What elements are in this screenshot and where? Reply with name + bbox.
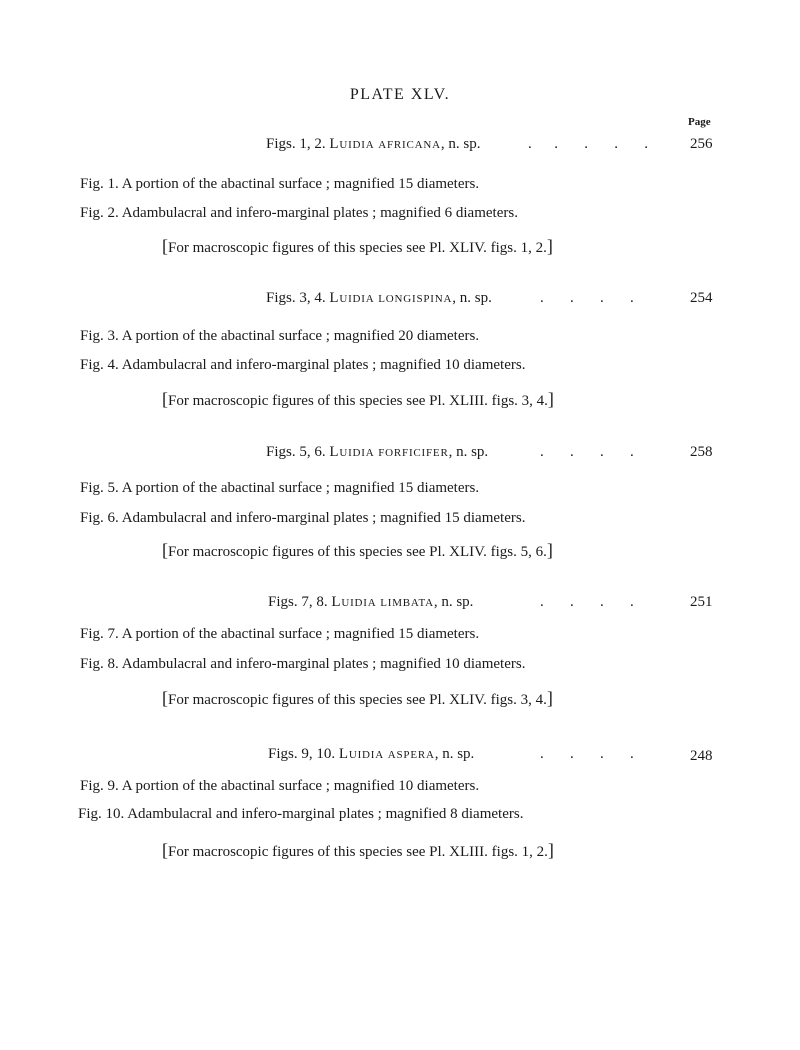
species-suffix: , n. sp. [440,136,481,152]
figure-text: Adambulacral and infero-marginal plates ; magnified 10 diameters. [121,656,526,672]
figure-number: Fig. 6. [80,510,119,526]
reference-text: For macroscopic figures of this species see Pl. XLIII. figs. 3, 4. [168,393,548,409]
genus-name: Luidia [338,746,384,762]
figs-label: Figs. 7, 8. [268,594,328,610]
figure-text: A portion of the abactinal surface ; magnified 20 diameters. [121,328,480,344]
species-suffix: , n. sp. [448,444,489,460]
figure-caption [80,480,479,497]
figure-caption [78,806,523,823]
leader-dots: . . . . [540,444,634,460]
figure-caption [80,656,525,673]
figure-caption [80,626,479,643]
figure-number: Fig. 4. [80,357,119,373]
macroscopic-reference: [For macroscopic figures of this species see Pl. XLIV. figs. 1, 2.] [162,236,553,256]
figure-text: Adambulacral and infero-marginal plates ; magnified 6 diameters. [121,205,518,221]
species-name: limbata [380,594,434,610]
macroscopic-reference: [For macroscopic figures of this species see Pl. XLIV. figs. 5, 6.] [162,540,553,560]
section-heading [268,594,473,611]
section-heading [268,746,474,763]
figure-text: Adambulacral and infero-marginal plates ; magnified 10 diameters. [121,357,526,373]
leader-dots: . . . . [540,594,634,610]
figure-text: A portion of the abactinal surface ; magnified 15 diameters. [121,480,480,496]
figure-caption [80,778,479,795]
genus-name: Luidia [329,290,375,306]
plate-title: PLATE XLV. [349,86,451,103]
figure-text: Adambulacral and infero-marginal plates ; magnified 15 diameters. [121,510,526,526]
page-number: 248 [690,748,713,764]
section-heading [266,444,488,461]
species-suffix: , n. sp. [452,290,492,306]
figure-caption [80,510,525,527]
leader-dots: . . . . . [528,136,648,152]
reference-text: For macroscopic figures of this species see Pl. XLIV. figs. 5, 6. [168,544,547,560]
figure-caption [80,357,525,374]
species-name: aspera [387,746,435,762]
species-suffix: , n. sp. [434,746,475,762]
species-name: longispina [378,290,453,306]
figure-number: Fig. 2. [80,205,119,221]
figs-label: Figs. 5, 6. [266,444,326,460]
figure-number: Fig. 10. [78,806,125,822]
figure-text: A portion of the abactinal surface ; magnified 10 diameters. [121,778,480,794]
reference-text: For macroscopic figures of this species see Pl. XLIV. figs. 1, 2. [168,240,547,256]
genus-name: Luidia [329,136,375,152]
section-heading [266,136,480,153]
figure-caption [80,205,518,222]
figure-text: Adambulacral and infero-marginal plates ; magnified 8 diameters. [127,806,524,822]
figure-number: Fig. 1. [80,176,119,192]
genus-name: Luidia [329,444,375,460]
figs-label: Figs. 3, 4. [266,290,326,306]
macroscopic-reference: [For macroscopic figures of this species see Pl. XLIII. figs. 1, 2.] [162,840,554,860]
reference-text: For macroscopic figures of this species see Pl. XLIV. figs. 3, 4. [168,692,547,708]
figure-number: Fig. 9. [80,778,119,794]
macroscopic-reference: [For macroscopic figures of this species see Pl. XLIII. figs. 3, 4.] [162,389,554,409]
page-column-label: Page [688,116,711,128]
page-number: 258 [690,444,713,460]
leader-dots: . . . . [540,290,634,306]
figure-number: Fig. 5. [80,480,119,496]
figs-label: Figs. 9, 10. [268,746,336,762]
figure-text: A portion of the abactinal surface ; magnified 15 diameters. [121,176,480,192]
figure-number: Fig. 7. [80,626,119,642]
figure-caption [80,328,479,345]
species-suffix: , n. sp. [433,594,474,610]
figure-number: Fig. 3. [80,328,119,344]
figure-caption [80,176,479,193]
macroscopic-reference: [For macroscopic figures of this species see Pl. XLIV. figs. 3, 4.] [162,688,553,708]
reference-text: For macroscopic figures of this species see Pl. XLIII. figs. 1, 2. [168,844,548,860]
genus-name: Luidia [331,594,377,610]
section-heading [266,290,492,307]
species-name: forficifer [378,444,449,460]
page-number: 256 [690,136,713,152]
species-name: africana [378,136,441,152]
page-number: 254 [690,290,713,306]
figs-label: Figs. 1, 2. [266,136,326,152]
leader-dots: . . . . [540,746,634,762]
page-number: 251 [690,594,713,610]
figure-text: A portion of the abactinal surface ; magnified 15 diameters. [121,626,480,642]
figure-number: Fig. 8. [80,656,119,672]
